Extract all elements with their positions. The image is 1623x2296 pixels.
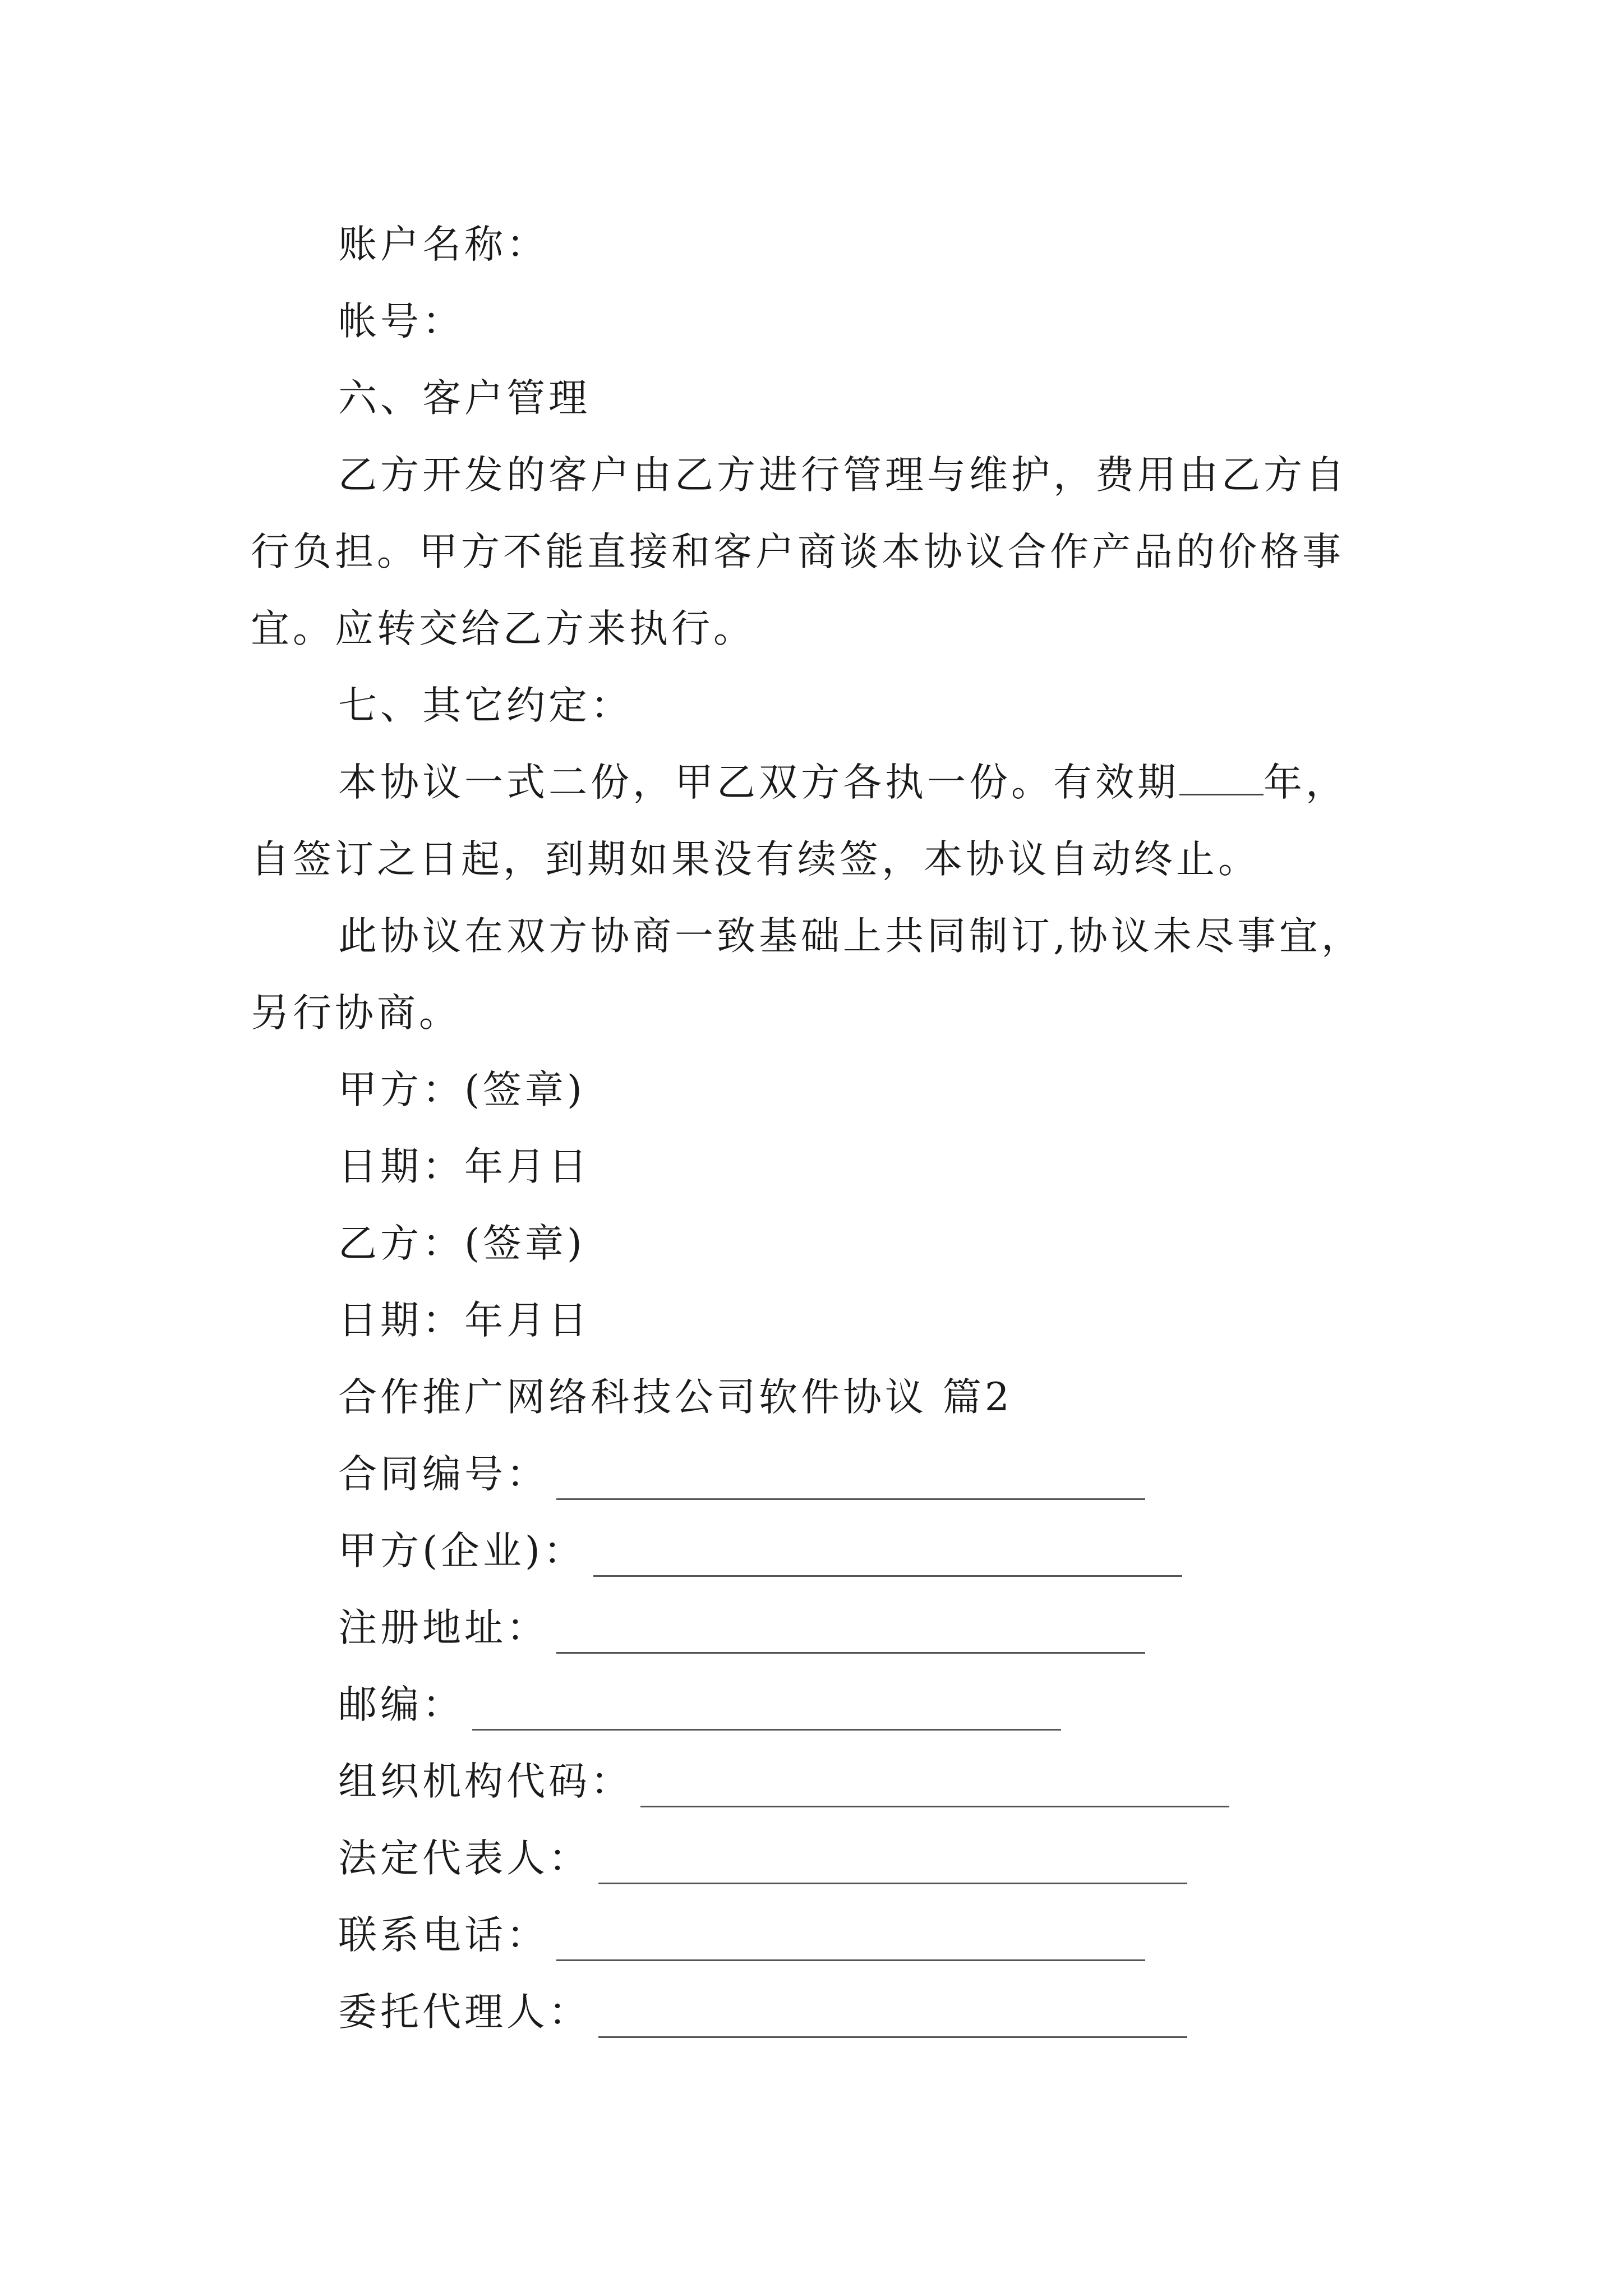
section-6-heading: 六、客户管理	[338, 376, 591, 421]
contract-number-row	[338, 1448, 1145, 1500]
contract-number-field[interactable]	[556, 1459, 1145, 1500]
validity-years-blank	[1179, 760, 1264, 795]
account-name-label: 账户名称：	[338, 222, 548, 267]
registered-address-field[interactable]	[556, 1613, 1145, 1654]
postcode-row	[338, 1679, 1061, 1731]
party-a-company-field[interactable]	[593, 1536, 1182, 1577]
phone-field[interactable]	[556, 1920, 1145, 1961]
consensus-paragraph-line-1: 此协议在双方协商一致基础上共同制订,协议未尽事宜，	[338, 914, 1363, 959]
party-a-company-label: 甲方(企业)：	[338, 1529, 585, 1573]
legal-representative-label: 法定代表人：	[338, 1836, 591, 1881]
validity-text-before-blank: 本协议一式二份，甲乙双方各执一份。有效期	[338, 760, 1179, 805]
phone-row	[338, 1910, 1145, 1961]
validity-text-after-blank: 年，	[1264, 760, 1348, 805]
contract-number-label: 合同编号：	[338, 1452, 548, 1497]
party-a-signature: 甲方：(签章)	[338, 1068, 585, 1112]
party-b-date: 日期：年月日	[338, 1298, 591, 1343]
consensus-paragraph-line-2: 另行协商。	[251, 991, 461, 1036]
agent-label: 委托代理人：	[338, 1990, 591, 2035]
registered-address-row	[338, 1602, 1145, 1654]
party-a-company-row	[338, 1525, 1182, 1577]
agent-row	[338, 1986, 1187, 2038]
phone-label: 联系电话：	[338, 1913, 548, 1958]
validity-paragraph-line-2: 自签订之日起，到期如果没有续签，本协议自动终止。	[251, 837, 1260, 882]
party-a-date: 日期：年月日	[338, 1144, 591, 1189]
validity-paragraph-line-1	[338, 757, 1348, 808]
postcode-field[interactable]	[472, 1690, 1061, 1731]
org-code-field[interactable]	[640, 1766, 1229, 1807]
section-7-heading: 七、其它约定：	[338, 683, 633, 728]
account-number-label: 帐号：	[338, 299, 464, 344]
section-6-paragraph-line-3: 宜。应转交给乙方来执行。	[251, 606, 755, 651]
article-2-title: 合作推广网络科技公司软件协议 篇2	[338, 1375, 1013, 1420]
section-6-paragraph-line-2: 行负担。甲方不能直接和客户商谈本协议合作产品的价格事	[251, 530, 1344, 574]
org-code-label: 组织机构代码：	[338, 1759, 633, 1804]
legal-representative-row	[338, 1833, 1187, 1884]
agent-field[interactable]	[598, 1997, 1187, 2038]
section-6-paragraph-line-1: 乙方开发的客户由乙方进行管理与维护，费用由乙方自	[338, 453, 1348, 498]
org-code-row	[338, 1756, 1229, 1807]
legal-representative-field[interactable]	[598, 1843, 1187, 1884]
party-b-signature: 乙方：(签章)	[338, 1221, 585, 1266]
postcode-label: 邮编：	[338, 1682, 464, 1727]
registered-address-label: 注册地址：	[338, 1605, 548, 1650]
